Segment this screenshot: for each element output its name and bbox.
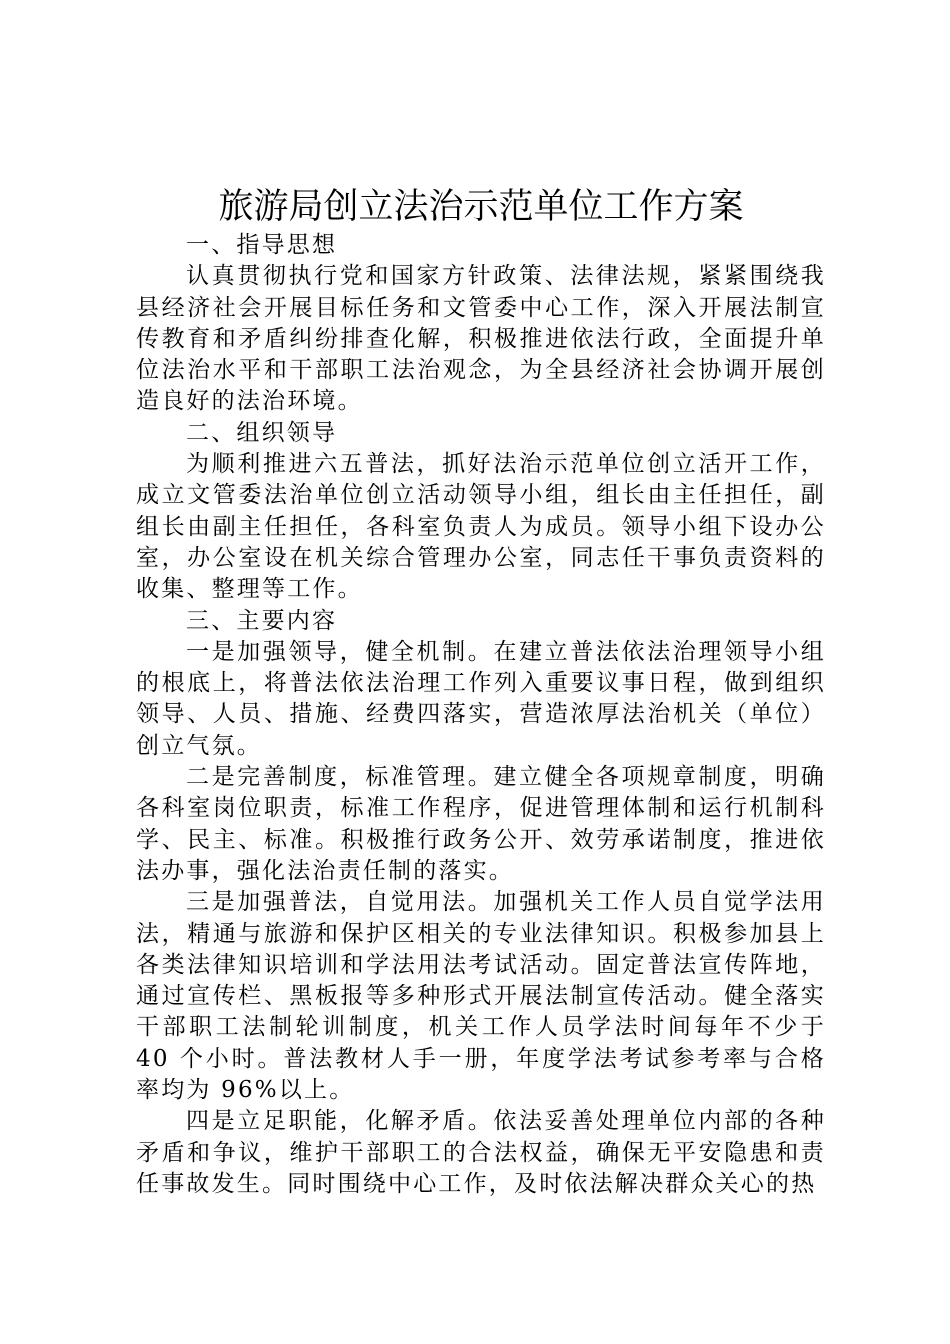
paragraph-guiding-thought: 认真贯彻执行党和国家方针政策、法律法规，紧紧围绕我县经济社会开展目标任务和文管委中心工作，深入开展法制宣传教育和矛盾纠纷排查化解，积极推进依法行政，全面提升单位法治水平和干部职工法治观念，为全县经济社会协调开展创造良好的法治环境。: [136, 263, 826, 415]
paragraph-organization: 为顺利推进六五普法，抓好法治示范单位创立活开工作，成立文管委法治单位创立活动领导小组，组长由主任担任，副组长由副主任担任，各科室负责人为成员。领导小组下设办公室，办公室设在机关综合管理办公室，同志任干事负责资料的收集、整理等工作。: [136, 451, 826, 603]
document-body: [136, 230, 826, 1200]
paragraph-content-item-4: 四是立足职能，化解矛盾。依法妥善处理单位内部的各种矛盾和争议，维护干部职工的合法权益，确保无平安隐患和责任事故发生。同时围绕中心工作，及时依法解决群众关心的热: [136, 1108, 826, 1197]
section-heading-organization: 二、组织领导: [186, 419, 338, 446]
document-page: [136, 184, 826, 1200]
section-heading-guiding-thought: 一、指导思想: [186, 232, 338, 258]
paragraph-content-item-3: 三是加强普法，自觉用法。加强机关工作人员自觉学法用法，精通与旅游和保护区相关的专业法律知识。积极参加县上各类法律知识培训和学法用法考试活动。固定普法宣传阵地，通过宣传栏、黑板报等多种形式开展法制宣传活动。健全落实干部职工法制轮训制度，机关工作人员学法时间每年不少于 40 个小时。普法教材人手一册，年度学法考试参考率与合格率均为 96%以上。: [136, 889, 826, 1104]
document-title: 旅游局创立法治示范单位工作方案: [218, 187, 744, 227]
section-heading-main-content: 三、主要内容: [186, 607, 338, 634]
paragraph-content-item-2: 二是完善制度，标准管理。建立健全各项规章制度，明确各科室岗位职责，标准工作程序，促进管理体制和运行机制科学、民主、标准。积极推行政务公开、效劳承诺制度，推进依法办事，强化法治责任制的落实。: [136, 764, 826, 884]
paragraph-content-item-1: 一是加强领导，健全机制。在建立普法依法治理领导小组的根底上，将普法依法治理工作列入重要议事日程，做到组织领导、人员、措施、经费四落实，营造浓厚法治机关（单位）创立气氛。: [136, 638, 826, 759]
